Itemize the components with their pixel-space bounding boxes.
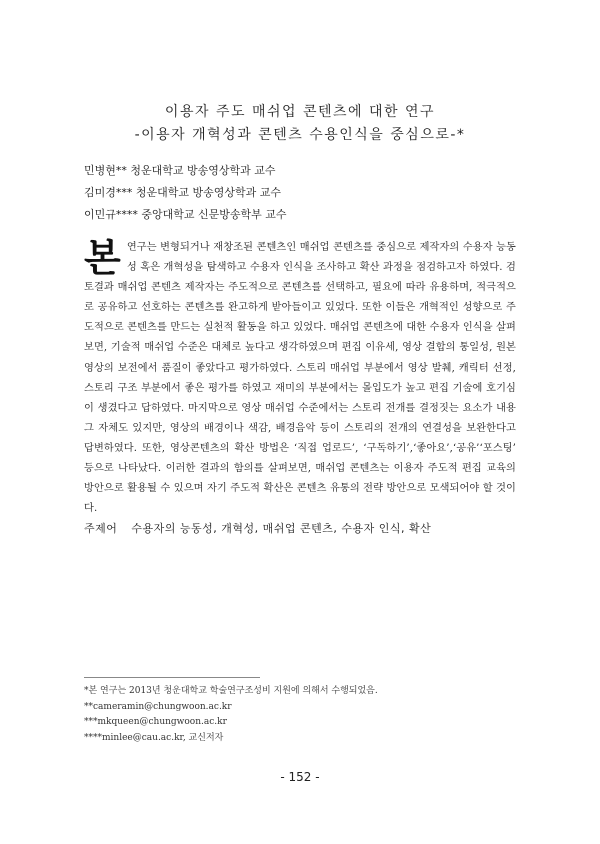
footnote-email-1: **cameramin@chungwoon.ac.kr (84, 701, 232, 712)
footnote-email-3: ****minlee@cau.ac.kr, 교신저자 (84, 732, 224, 743)
footnote-email-2: ***mkqueen@chungwoon.ac.kr (84, 717, 227, 727)
author-2: 김미경*** 청운대학교 방송영상학과 교수 (84, 186, 282, 199)
page-number: - 152 - (280, 770, 320, 784)
author-list (84, 160, 287, 226)
author-3: 이민규**** 중앙대학교 신문방송학부 교수 (84, 208, 287, 221)
author-1: 민병현** 청운대학교 방송영상학과 교수 (84, 164, 276, 177)
keywords-items: 수용자의 능동성, 개혁성, 매쉬업 콘텐츠, 수용자 인식, 확산 (131, 522, 432, 535)
footnote-funding: *본 연구는 2013년 청운대학교 학술연구조성비 지원에 의해서 수행되었음. (84, 686, 378, 696)
keywords-label: 주제어 (84, 522, 118, 535)
abstract (84, 235, 516, 519)
abstract-dropcap: 본 (84, 235, 121, 280)
footnote-divider (84, 677, 260, 678)
abstract-text: 연구는 변형되거나 재창조된 콘텐츠인 매쉬업 콘텐츠를 중심으로 제작자의 수용자 능동성 혹은 개혁성을 탐색하고 수용자 인식을 조사하고 확산 과정을 점검하고자 하였다. 검토결과 매쉬업 콘텐츠 제작자는 주도적으로 콘텐츠를 선택하고, 필요에 따라 유용하며, 적극적으로 공유하고 선호하는 콘텐츠를 완고하게 받아들이고 있었다. 또한 이들은 개혁적인 성향으로 주도적으로 콘텐츠를 만드는 실천적 활동을 하고 있었다. 매쉬업 콘텐츠에 대한 수용자 인식을 살펴보면, 기술적 매쉬업 수준은 대체로 높다고 생각하였으며 편집 이유세, 영상 결합의 통일성, 원본 영상의 보전에서 품질이 좋았다고 평가하였다. 스토리 매쉬업 부분에서 영상 발췌, 캐릭터 선정, 스토리 구조 부분에서 좋은 평가를 하였고 재미의 부분에서는 몰입도가 높고 편집 기술에 호기심이 생겼다고 답하였다. 마지막으로 영상 매쉬업 수준에서는 스토리 전개를 결정짓는 요소가 내용 그 자체도 있지만, 영상의 배경이나 색감, 배경음악 등이 스토리의 전개의 연결성을 보완한다고 답변하였다. 또한, 영상콘텐츠의 확산 방법은 ‘직접 업로드’, ‘구독하기’,‘좋아요’,‘공유’‘포스팅’ 등으로 나타났다. 이러한 결과의 함의를 살펴보면, 매쉬업 콘텐츠는 이용자 주도적 편집 교육의 방안으로 활용될 수 있으며 자기 주도적 확산은 콘텐츠 유통의 전략 방안으로 모색되어야 할 것이다. (84, 242, 516, 515)
keywords (84, 520, 431, 536)
paper-title: 이용자 주도 매쉬업 콘텐츠에 대한 연구 (164, 104, 436, 120)
paper-subtitle: -이용자 개혁성과 콘텐츠 수용인식을 중심으로-* (134, 127, 466, 143)
footnotes (84, 684, 378, 746)
